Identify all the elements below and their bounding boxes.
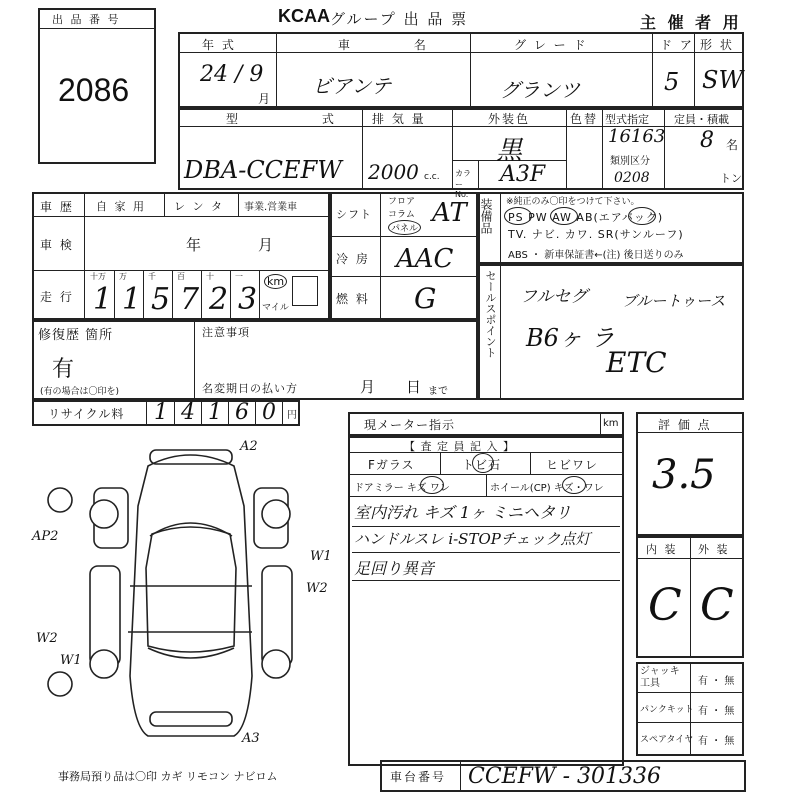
divider bbox=[636, 558, 744, 559]
mileage-cell bbox=[86, 270, 115, 320]
color-no-value: A3F bbox=[500, 162, 546, 187]
divider bbox=[84, 192, 85, 320]
inspector-remark-1: 室内汚れ キズ 1ヶ ミニヘタリ bbox=[354, 503, 572, 522]
tobi-label: トビ石 bbox=[462, 458, 502, 472]
spare-label: スペアタイヤ bbox=[640, 735, 694, 745]
door-value: 5 bbox=[664, 68, 680, 96]
shift-value: AT bbox=[432, 198, 467, 228]
capacity-unit: 名 bbox=[726, 138, 741, 152]
spare-yesno: 有 ・ 無 bbox=[698, 736, 735, 747]
history-option-business: 事業.営業車 bbox=[244, 202, 298, 213]
sales-point-2: ブルートゥース bbox=[622, 292, 726, 310]
color-change-label: 色替 bbox=[570, 112, 599, 126]
history-option-rental: レ ン タ bbox=[174, 200, 224, 213]
divider bbox=[440, 452, 441, 474]
km-label: km bbox=[264, 274, 287, 289]
divider bbox=[652, 32, 653, 108]
front-bumper bbox=[150, 450, 232, 464]
divider bbox=[486, 474, 487, 496]
shape-label: 形 状 bbox=[700, 38, 734, 52]
hibi-label: ヒビワレ bbox=[546, 458, 599, 472]
year-value: 24 / 9 bbox=[200, 62, 264, 87]
jack-yesno: 有 ・ 無 bbox=[698, 676, 735, 687]
exterior-value: C bbox=[700, 580, 734, 631]
cc-label: 排 気 量 bbox=[372, 112, 426, 126]
name-label: 車 名 bbox=[338, 38, 456, 52]
divider bbox=[500, 264, 501, 400]
shift-option-panel: パネル bbox=[388, 220, 421, 235]
wheel-front-right bbox=[262, 500, 290, 528]
repair-note: (有の場合は〇印を) bbox=[40, 387, 120, 397]
recycle-digit: 1 bbox=[202, 400, 229, 426]
chassis-label: 車台番号 bbox=[390, 770, 447, 784]
wheel-front-left bbox=[90, 500, 118, 528]
ps-circle bbox=[504, 207, 532, 225]
mileage-digit: 7 bbox=[180, 282, 200, 317]
mileage-cell bbox=[115, 270, 144, 320]
fuel-value: G bbox=[414, 282, 437, 315]
remark-rule bbox=[352, 526, 620, 527]
inspection-month: 月 bbox=[258, 236, 276, 254]
class-label: 類別区分 bbox=[610, 156, 650, 167]
inspection-label: 車 検 bbox=[40, 238, 74, 252]
ton-unit: トン bbox=[720, 172, 742, 185]
wheel-rear-left-outer bbox=[48, 672, 72, 696]
exterior-label: 外 装 bbox=[698, 543, 730, 556]
inspector-remark-2: ハンドルスレ i-STOPチェック点灯 bbox=[354, 530, 591, 548]
recycle-digit: 1 bbox=[148, 400, 175, 426]
mileage-unit-label: 一 bbox=[235, 272, 243, 281]
inspector-heading: 【 査 定 員 記 入 】 bbox=[404, 440, 515, 453]
divider bbox=[602, 108, 603, 190]
name-change-month: 月 bbox=[360, 378, 378, 396]
name-change-label: 名変期日の払い方 bbox=[202, 382, 298, 395]
damage-mark-w2-right: W2 bbox=[306, 581, 328, 596]
organizer-label: 主 催 者 用 bbox=[640, 13, 742, 32]
history-option-private: 自 家 用 bbox=[96, 200, 146, 213]
name-change-until: まで bbox=[428, 386, 448, 397]
interior-label: 内 装 bbox=[646, 543, 678, 556]
glass-label: Fガラス bbox=[368, 458, 415, 472]
org-logo: KCAA bbox=[278, 6, 330, 26]
capacity-label: 定員・積載 bbox=[674, 113, 729, 126]
mile-label: マイル bbox=[262, 303, 289, 313]
cc-value: 2000 bbox=[368, 160, 419, 184]
damage-mark-ap2: AP2 bbox=[32, 529, 59, 544]
divider bbox=[146, 400, 147, 426]
notes-label: 注意事項 bbox=[202, 326, 250, 339]
door-label: ド ア bbox=[660, 38, 694, 52]
divider bbox=[164, 192, 165, 216]
mileage-digit: 3 bbox=[238, 282, 258, 317]
divider bbox=[530, 452, 531, 474]
recycle-digit: 0 bbox=[256, 400, 283, 426]
type-designation-label: 型式指定 bbox=[605, 113, 649, 126]
ab-circle bbox=[628, 207, 656, 225]
divider bbox=[500, 192, 501, 264]
mileage-cell bbox=[202, 270, 231, 320]
puncture-yesno: 有 ・ 無 bbox=[698, 706, 735, 717]
divider bbox=[664, 108, 665, 190]
jack-label: ジャッキ工具 bbox=[640, 666, 680, 689]
capacity-value: 8 bbox=[700, 128, 714, 153]
mileage-unit-label: 十 bbox=[206, 272, 214, 281]
shift-option-column: コラム bbox=[388, 210, 415, 220]
chassis-value: CCEFW - 301336 bbox=[468, 764, 662, 789]
divider bbox=[636, 432, 744, 433]
divider bbox=[566, 108, 567, 190]
keys-note: 事務局預り品は〇印 カギ リモコン ナビロム bbox=[58, 770, 278, 783]
shape-value: SW bbox=[702, 66, 744, 94]
mileage-unit-label: 万 bbox=[119, 272, 127, 281]
color-value: 黒 bbox=[496, 136, 523, 166]
mileage-digit: 1 bbox=[93, 282, 113, 317]
unit-checkbox bbox=[292, 276, 318, 306]
history-label: 車 歴 bbox=[40, 200, 74, 214]
sheet-title: グループ 出 品 票 bbox=[330, 10, 469, 28]
damage-mark-w1-left: W1 bbox=[60, 653, 82, 668]
equipment-line-1: PS PW AW AB(エアバック) bbox=[508, 211, 664, 224]
mileage-cell bbox=[231, 270, 260, 320]
color-no-label: カラー No. bbox=[455, 169, 471, 199]
tobi-circle bbox=[472, 453, 494, 473]
type-designation-value: 16163 bbox=[608, 126, 666, 147]
shift-label: シフト bbox=[336, 208, 372, 221]
wheel-scratch-circle bbox=[562, 476, 586, 494]
divider bbox=[238, 192, 239, 216]
inspection-year: 年 bbox=[186, 236, 204, 254]
mileage-cell bbox=[173, 270, 202, 320]
fuel-label: 燃 料 bbox=[336, 292, 370, 306]
repair-value: 有 bbox=[52, 357, 75, 382]
divider bbox=[470, 32, 471, 108]
mirror-scratch-circle bbox=[420, 476, 444, 494]
mileage-unit-label: 百 bbox=[177, 272, 185, 281]
equipment-side-label: 装備品 bbox=[479, 198, 493, 234]
mirror-label: ドアミラー キズ ワレ bbox=[354, 483, 450, 494]
color-label: 外装色 bbox=[488, 112, 531, 126]
ac-label: 冷 房 bbox=[336, 252, 370, 266]
divider bbox=[330, 276, 478, 277]
grade-label: グ レ ー ド bbox=[514, 38, 588, 52]
mileage-label: 走 行 bbox=[40, 290, 74, 304]
model-value: DBA-CCEFW bbox=[184, 156, 342, 184]
recycle-digit: 6 bbox=[229, 400, 256, 426]
car-windscreen bbox=[150, 523, 232, 536]
grade-value: グランツ bbox=[500, 78, 580, 102]
lot-number-label: 出 品 番 号 bbox=[52, 13, 121, 26]
ac-value: AAC bbox=[396, 244, 454, 274]
sales-point-4: ETC bbox=[606, 346, 667, 379]
equipment-note: ※純正のみ〇印をつけて下さい。 bbox=[506, 197, 640, 207]
pw-circle bbox=[550, 207, 578, 225]
model-label: 型 式 bbox=[226, 112, 374, 126]
car-body-outline bbox=[130, 455, 252, 736]
wheel-rear-left bbox=[90, 650, 118, 678]
divider bbox=[380, 192, 381, 320]
damage-mark-a3-bottom: A3 bbox=[242, 731, 260, 746]
class-value: 0208 bbox=[614, 170, 650, 186]
damage-mark-w1-right: W1 bbox=[310, 549, 332, 564]
sales-point-1: フルセグ bbox=[520, 287, 588, 307]
mileage-digit: 1 bbox=[122, 282, 142, 317]
recycle-digit: 4 bbox=[175, 400, 202, 426]
wheel-front-left-outer bbox=[48, 488, 72, 512]
mileage-unit-label: 十万 bbox=[90, 272, 106, 281]
score-value: 3.5 bbox=[652, 452, 716, 498]
divider bbox=[348, 496, 624, 497]
shift-option-floor: フロア bbox=[388, 197, 416, 207]
sales-points-side-label: セールスポイント bbox=[484, 270, 497, 358]
wheel-label: ホイール(CP) キズ・ワレ bbox=[490, 483, 604, 494]
damage-mark-w2-left: W2 bbox=[36, 631, 58, 646]
cc-unit: c.c. bbox=[424, 172, 440, 182]
mileage-digit: 5 bbox=[151, 282, 171, 317]
equipment-line-2: TV. ナビ. カワ. SR(サンルーフ) bbox=[508, 228, 684, 241]
divider bbox=[38, 28, 156, 29]
divider bbox=[600, 412, 601, 436]
divider bbox=[194, 320, 195, 400]
car-roof-outline bbox=[146, 527, 236, 652]
divider bbox=[478, 160, 479, 190]
remark-rule bbox=[352, 552, 620, 553]
interior-value: C bbox=[648, 580, 682, 631]
year-label: 年 式 bbox=[202, 38, 236, 52]
mileage-unit-label: 千 bbox=[148, 272, 156, 281]
wheel-rear-right bbox=[262, 650, 290, 678]
score-label: 評 価 点 bbox=[658, 418, 712, 432]
divider bbox=[690, 536, 691, 658]
puncture-label: パンクキット bbox=[640, 705, 694, 715]
mileage-cell bbox=[144, 270, 173, 320]
car-name-value: ビアンテ bbox=[312, 74, 392, 98]
divider bbox=[32, 216, 330, 217]
rear-bumper bbox=[150, 712, 232, 726]
damage-mark-a2-top: A2 bbox=[240, 439, 258, 454]
car-damage-diagram bbox=[30, 436, 350, 766]
equipment-line-3: ABS ・ 新車保証書←(注) 後日送りのみ bbox=[508, 250, 684, 261]
divider bbox=[276, 32, 277, 108]
mileage-digit: 2 bbox=[209, 282, 229, 317]
name-change-day: 日 bbox=[406, 378, 424, 396]
remark-rule bbox=[352, 580, 620, 581]
sales-point-3: B6ヶ ラ bbox=[526, 324, 615, 352]
divider bbox=[694, 32, 695, 108]
recycle-unit: 円 bbox=[287, 410, 297, 421]
lot-number: 2086 bbox=[58, 72, 130, 108]
meter-unit: km bbox=[603, 418, 619, 429]
meter-label: 現メーター指示 bbox=[364, 418, 456, 432]
month-suffix: 月 bbox=[258, 92, 273, 106]
inspector-remark-3: 足回り異音 bbox=[354, 559, 435, 578]
divider bbox=[330, 236, 478, 237]
divider bbox=[460, 760, 461, 792]
divider bbox=[452, 108, 453, 190]
repair-label: 修復歴 箇所 bbox=[38, 328, 114, 343]
recycle-label: リサイクル料 bbox=[48, 407, 125, 421]
